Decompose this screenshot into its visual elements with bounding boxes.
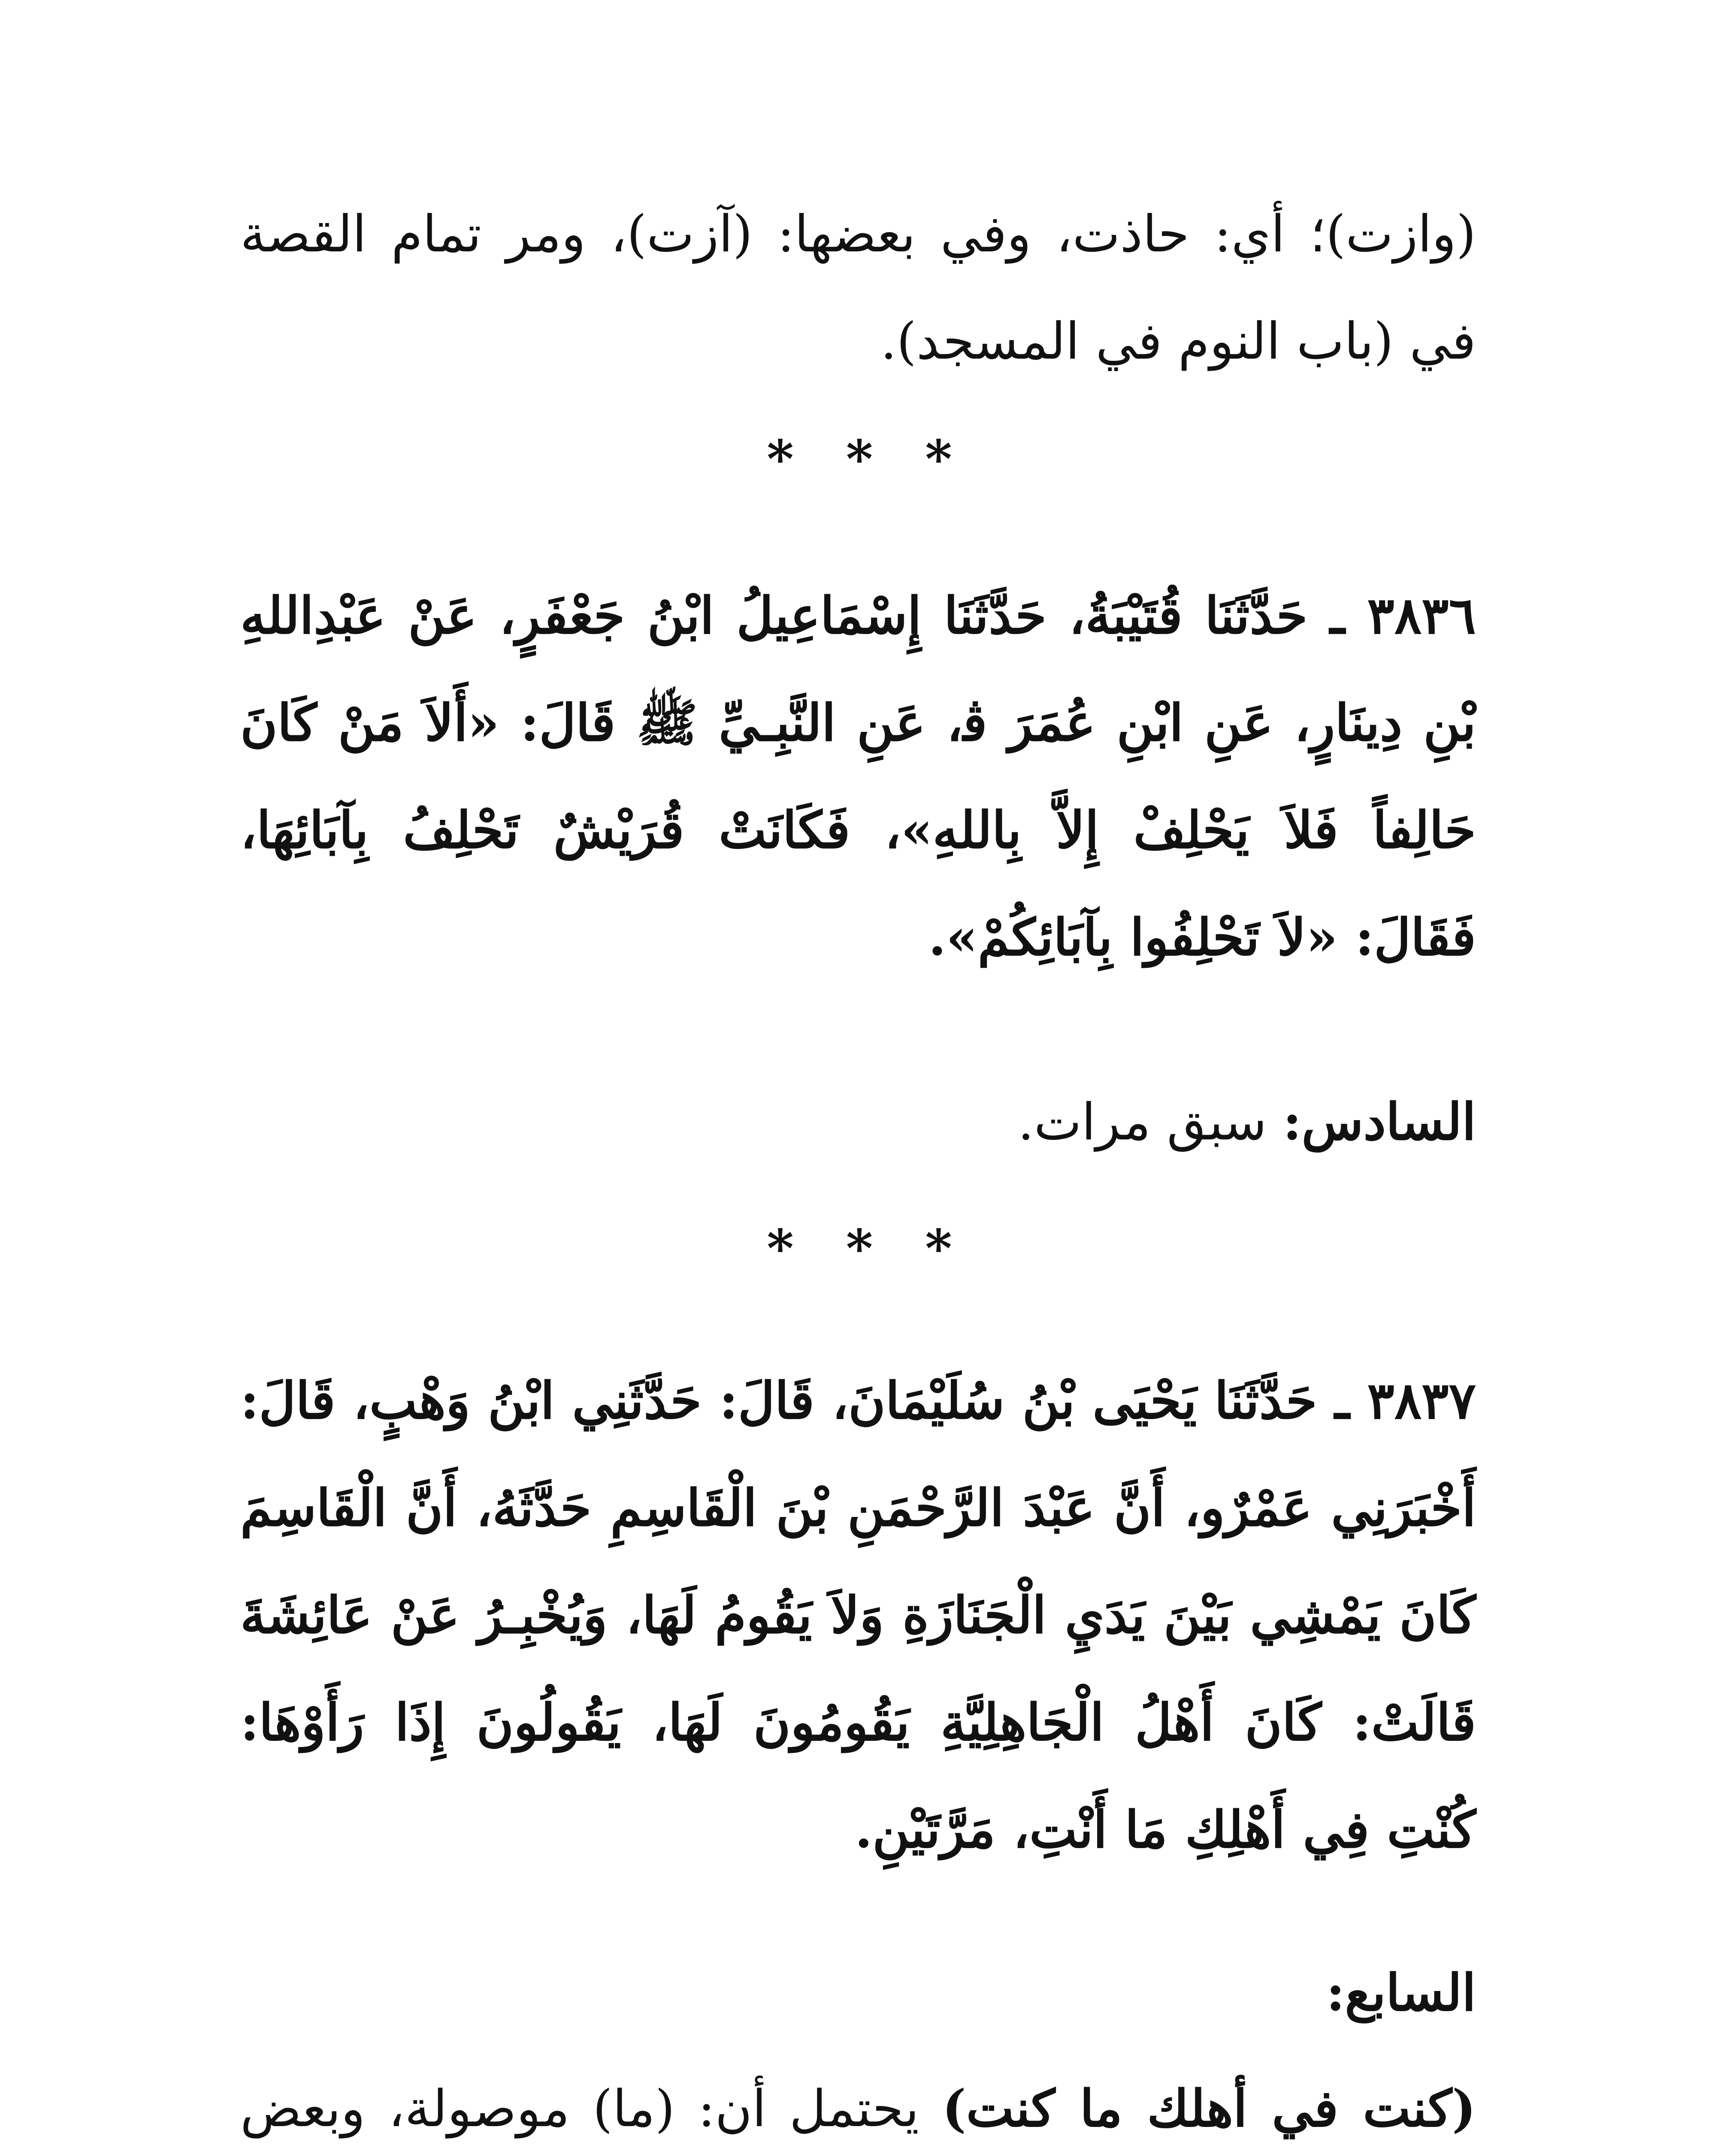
- section-separator-2: * * *: [767, 1218, 969, 1279]
- seventh-heading: [240, 1939, 1476, 2046]
- intro-commentary: [240, 180, 1476, 395]
- seventh-commentary-text: يحتمل أن: (ما) موصولة، وبعض: [240, 2079, 919, 2138]
- sixth-label: السادس:: [1282, 1092, 1476, 1151]
- intro-text: (وازت)؛ أي: حاذت، وفي بعضها: (آزت)، ومر تمام القصة في (باب النوم في المسجد).: [240, 204, 1476, 371]
- section-separator: * * *: [767, 429, 969, 489]
- seventh-commentary: [240, 2055, 1476, 2145]
- sixth-commentary: [240, 1068, 1476, 1175]
- hadith-3836: [240, 562, 1476, 991]
- seventh-label: السابع:: [1326, 1963, 1476, 2022]
- hadith-3837: [240, 1347, 1476, 1883]
- hadith-3837-text: ٣٨٣٧ ـ حَدَّثَنَا يَحْيَى بْنُ سُلَيْمَانَ، قَالَ: حَدَّثَنِي ابْنُ وَهْبٍ، قَالَ: أَخْبَرَنِي عَمْرٌو، أَنَّ عَبْدَ الرَّحْمَنِ بْنَ الْقَاسِمِ حَدَّثَهُ، أَنَّ الْقَاسِمَ كَانَ يَمْشِي بَيْنَ يَدَيِ الْجَنَازَةِ وَلاَ يَقُومُ لَهَا، وَيُخْبِـرُ عَنْ عَائِشَةَ قَالَتْ: كَانَ أَهْلُ الْجَاهِلِيَّةِ يَقُومُونَ لَهَا، يَقُولُونَ إِذَا رَأَوْهَا: كُنْتِ فِي أَهْلِكِ مَا أَنْتِ، مَرَّتَيْنِ.: [240, 1371, 1476, 1859]
- seventh-quoted-phrase: (كنت في أهلك ما كنت): [942, 2079, 1476, 2138]
- hadith-3836-text: ٣٨٣٦ ـ حَدَّثَنَا قُتَيْبَةُ، حَدَّثَنَا إِسْمَاعِيلُ ابْنُ جَعْفَرٍ، عَنْ عَبْدِاللهِ بْنِ دِينَارٍ، عَنِ ابْنِ عُمَرَ ﭬ، عَنِ النَّبِـيِّ ﷺ قَالَ: «أَلاَ مَنْ كَانَ حَالِفاً فَلاَ يَحْلِفْ إِلاَّ بِاللهِ»، فَكَانَتْ قُرَيْشٌ تَحْلِفُ بِآبَائِهَا، فَقَالَ: «لاَ تَحْلِفُوا بِآبَائِكُمْ».: [240, 586, 1476, 967]
- sixth-text: سبق مرات.: [1018, 1092, 1283, 1151]
